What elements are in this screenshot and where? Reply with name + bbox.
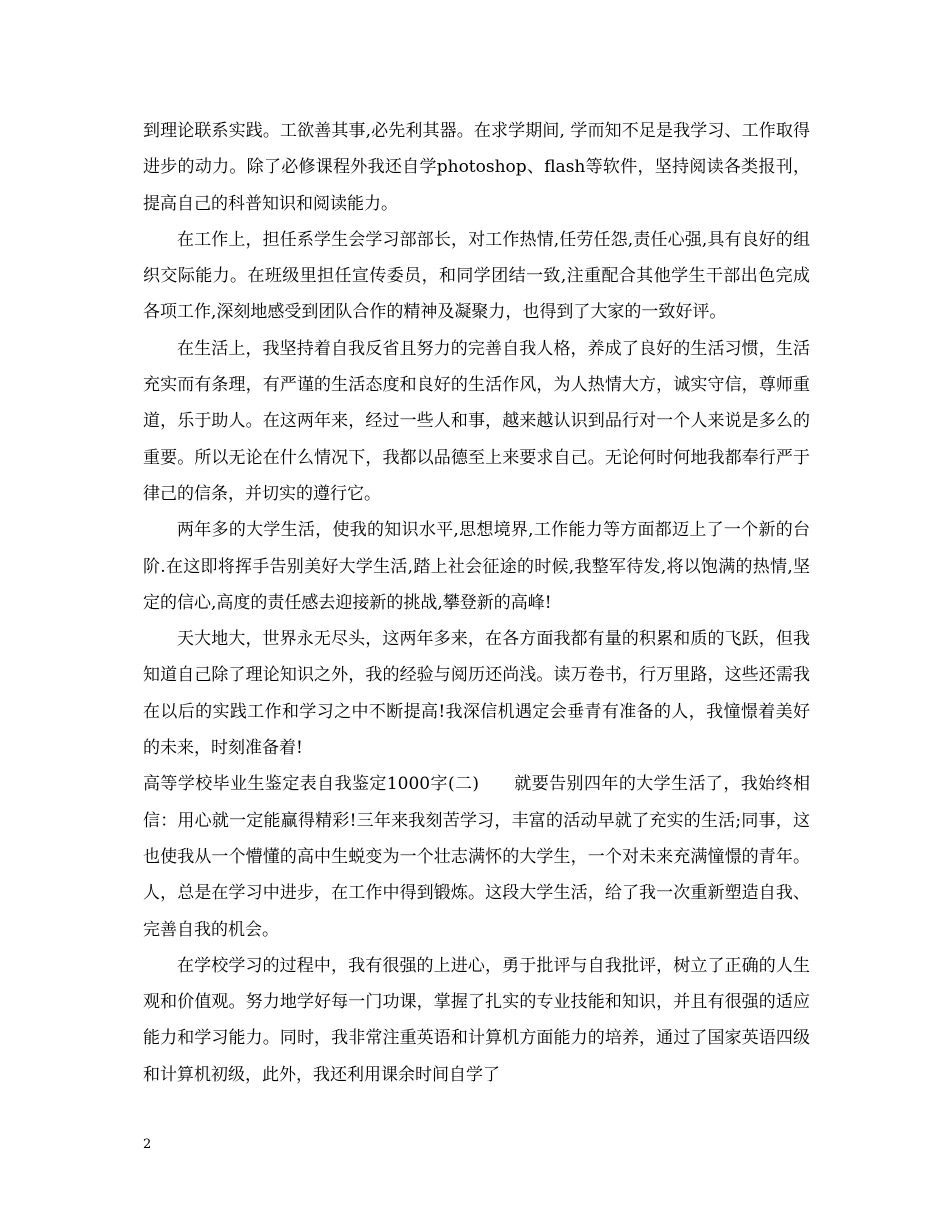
paragraph-2: 在工作上，担任系学生会学习部部长，对工作热情,任劳任怨,责任心强,具有良好的组织交际能力。在班级里担任宣传委员，和同学团结一致,注重配合其他学生干部出色完成各项工作,深刻地感受到团队合作的精神及凝聚力，也得到了大家的一致好评。 bbox=[143, 229, 810, 323]
paragraph-7: 在学校学习的过程中，我有很强的上进心，勇于批评与自我批评，树立了正确的人生观和价值观。努力地学好每一门功课，掌握了扎实的专业技能和知识，并且有很强的适应能力和学习能力。同时，我非常注重英语和计算机方面能力的培养，通过了国家英语四级和计算机初级，此外，我还利用课余时间自学了 bbox=[143, 955, 810, 1085]
paragraph-5: 天大地大，世界永无尽头，这两年多来，在各方面我都有量的积累和质的飞跃，但我知道自己除了理论知识之外，我的经验与阅历还尚浅。读万卷书，行万里路，这些还需我在以后的实践工作和学习之中不断提高!我深信机遇定会垂青有准备的人，我憧憬着美好的未来，时刻准备着! bbox=[143, 629, 810, 759]
page-number: 2 bbox=[143, 1137, 152, 1152]
paragraph-3: 在生活上，我坚持着自我反省且努力的完善自我人格，养成了良好的生活习惯，生活充实而有条理，有严谨的生活态度和良好的生活作风，为人热情大方，诚实守信，尊师重道，乐于助人。在这两年来，经过一些人和事，越来越认识到品行对一个人来说是多么的重要。所以无论在什么情况下，我都以品德至上来要求自己。无论何时何地我都奉行严于律己的信条，并切实的遵行它。 bbox=[143, 338, 810, 504]
paragraph-1: 到理论联系实践。工欲善其事,必先利其器。在求学期间, 学而知不足是我学习、工作取得进步的动力。除了必修课程外我还自学photoshop、flash等软件，坚持阅读各类报刊，提高自己的科普知识和阅读能力。 bbox=[143, 121, 810, 214]
paragraph-4: 两年多的大学生活，使我的知识水平,思想境界,工作能力等方面都迈上了一个新的台阶.在这即将挥手告别美好大学生活,踏上社会征途的时候,我整军待发,将以饱满的热情,坚定的信心,高度的责任感去迎接新的挑战,攀登新的高峰! bbox=[143, 520, 810, 613]
paragraph-6: 高等学校毕业生鉴定表自我鉴定1000字(二) 就要告别四年的大学生活了，我始终相信：用心就一定能赢得精彩!三年来我刻苦学习，丰富的活动早就了充实的生活;同事，这也使我从一个懵懂的高中生蜕变为一个壮志满怀的大学生，一个对未来充满憧憬的青年。人，总是在学习中进步，在工作中得到锻炼。这段大学生活，给了我一次重新塑造自我、完善自我的机会。 bbox=[143, 774, 810, 940]
document-body bbox=[143, 113, 810, 1093]
